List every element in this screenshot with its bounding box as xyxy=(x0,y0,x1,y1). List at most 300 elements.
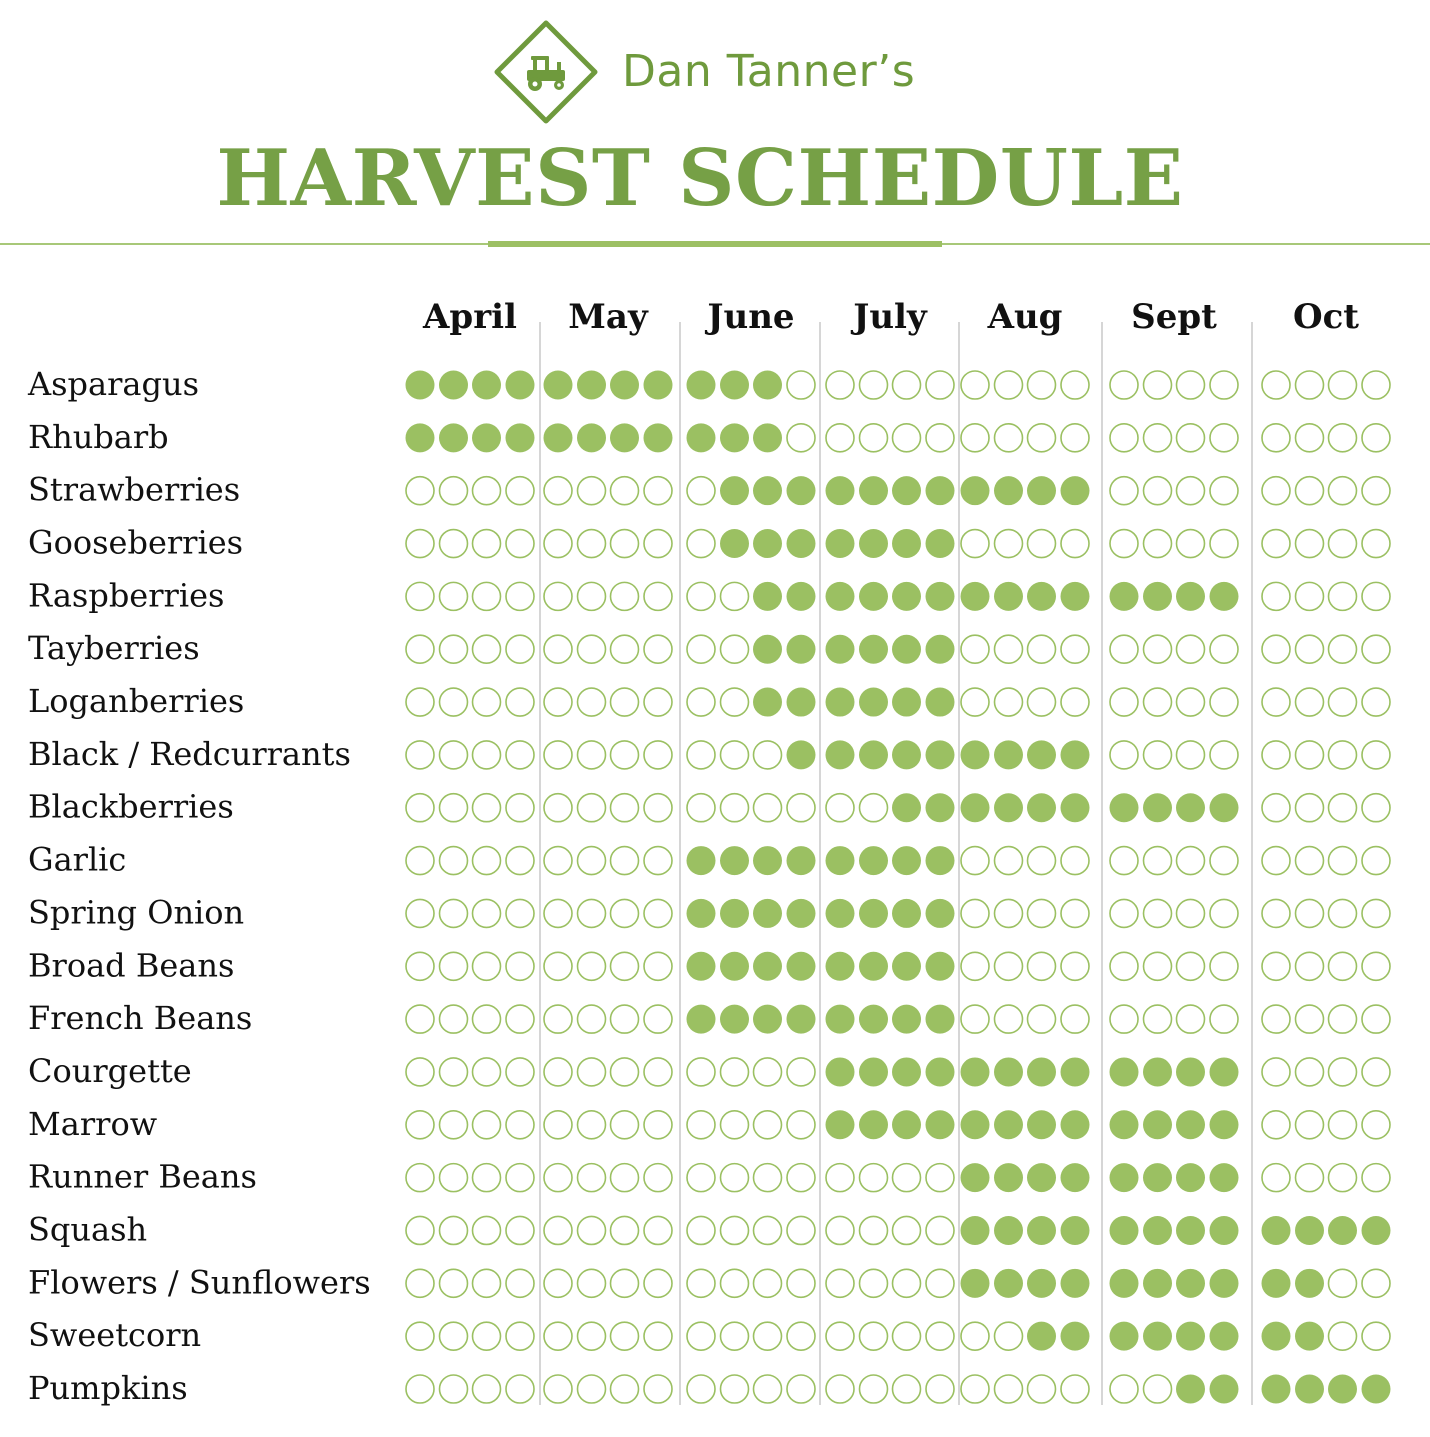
harvest-dot-filled xyxy=(1143,582,1172,611)
harvest-dot-empty xyxy=(544,899,572,927)
harvest-dot-filled xyxy=(1362,1216,1391,1245)
harvest-dot-empty xyxy=(1296,1058,1324,1086)
harvest-dot-empty xyxy=(1110,847,1138,875)
harvest-dot-empty xyxy=(721,794,749,822)
harvest-dot-filled xyxy=(859,1057,888,1086)
harvest-dot-empty xyxy=(1296,1164,1324,1192)
harvest-dot-empty xyxy=(1177,477,1205,505)
harvest-dot-empty xyxy=(1329,424,1357,452)
harvest-dot-empty xyxy=(506,635,534,663)
harvest-dot-empty xyxy=(406,688,434,716)
harvest-dot-empty xyxy=(1362,952,1390,980)
harvest-dot-empty xyxy=(1362,424,1390,452)
harvest-dot-empty xyxy=(893,1269,921,1297)
harvest-dot-filled xyxy=(1210,1057,1239,1086)
harvest-dot-empty xyxy=(1144,952,1172,980)
harvest-dot-empty xyxy=(1262,582,1290,610)
harvest-dot-empty xyxy=(406,1216,434,1244)
crop-label: Squash xyxy=(28,1210,148,1249)
harvest-dot-empty xyxy=(687,794,715,822)
harvest-dot-empty xyxy=(611,1005,639,1033)
harvest-dot-empty xyxy=(406,530,434,558)
harvest-dot-empty xyxy=(440,1375,468,1403)
harvest-dot-empty xyxy=(754,741,782,769)
harvest-dot-filled xyxy=(926,476,955,505)
harvest-dot-filled xyxy=(1143,1163,1172,1192)
harvest-dot-filled xyxy=(826,846,855,875)
harvest-dot-empty xyxy=(644,952,672,980)
harvest-dot-filled xyxy=(826,740,855,769)
harvest-dot-empty xyxy=(544,688,572,716)
harvest-dot-filled xyxy=(1061,1110,1090,1139)
harvest-dot-empty xyxy=(1061,847,1089,875)
harvest-dot-empty xyxy=(687,1216,715,1244)
harvest-dot-filled xyxy=(610,371,639,400)
harvest-dot-empty xyxy=(1296,847,1324,875)
harvest-dot-empty xyxy=(544,1322,572,1350)
month-header: Sept xyxy=(1131,297,1217,337)
harvest-dot-empty xyxy=(826,1375,854,1403)
harvest-dot-empty xyxy=(578,1375,606,1403)
harvest-dot-empty xyxy=(440,1322,468,1350)
harvest-dot-empty xyxy=(926,1216,954,1244)
harvest-dot-empty xyxy=(611,688,639,716)
harvest-dot-empty xyxy=(1110,477,1138,505)
harvest-dot-empty xyxy=(1028,847,1056,875)
crop-label: Runner Beans xyxy=(28,1157,257,1196)
harvest-dot-empty xyxy=(406,582,434,610)
harvest-dot-filled xyxy=(994,1216,1023,1245)
harvest-dot-empty xyxy=(611,1375,639,1403)
harvest-dot-empty xyxy=(1110,635,1138,663)
harvest-dot-filled xyxy=(753,899,782,928)
harvest-dot-empty xyxy=(1329,635,1357,663)
month-header: May xyxy=(568,297,648,337)
harvest-dot-filled xyxy=(1027,582,1056,611)
harvest-dot-empty xyxy=(578,847,606,875)
month-header: April xyxy=(423,297,517,337)
harvest-dot-empty xyxy=(1296,794,1324,822)
harvest-dot-empty xyxy=(687,1111,715,1139)
harvest-dot-empty xyxy=(1210,847,1238,875)
harvest-dot-empty xyxy=(406,741,434,769)
harvest-dot-filled xyxy=(1061,582,1090,611)
harvest-dot-filled xyxy=(859,688,888,717)
harvest-dot-filled xyxy=(826,688,855,717)
harvest-dot-empty xyxy=(644,1322,672,1350)
harvest-dot-filled xyxy=(644,371,673,400)
harvest-dot-empty xyxy=(406,1375,434,1403)
harvest-dot-empty xyxy=(1262,847,1290,875)
harvest-dot-empty xyxy=(1177,635,1205,663)
harvest-dot-empty xyxy=(860,1269,888,1297)
harvest-dot-filled xyxy=(1176,1057,1205,1086)
harvest-dot-empty xyxy=(1296,1111,1324,1139)
harvest-dot-empty xyxy=(1177,1005,1205,1033)
harvest-dot-filled xyxy=(1143,1322,1172,1351)
harvest-dot-empty xyxy=(721,635,749,663)
harvest-dot-empty xyxy=(1329,1058,1357,1086)
harvest-dot-empty xyxy=(1061,1005,1089,1033)
harvest-dot-empty xyxy=(406,477,434,505)
harvest-dot-empty xyxy=(406,1269,434,1297)
harvest-dot-empty xyxy=(1061,1375,1089,1403)
harvest-dot-empty xyxy=(1329,899,1357,927)
harvest-dot-empty xyxy=(995,1375,1023,1403)
harvest-dot-filled xyxy=(753,582,782,611)
harvest-dot-filled xyxy=(472,371,501,400)
harvest-dot-filled xyxy=(826,1110,855,1139)
harvest-dot-filled xyxy=(753,476,782,505)
harvest-dot-filled xyxy=(1061,476,1090,505)
harvest-dot-empty xyxy=(1262,794,1290,822)
harvest-dot-empty xyxy=(506,1322,534,1350)
harvest-dot-filled xyxy=(753,371,782,400)
harvest-dot-filled xyxy=(787,1005,816,1034)
harvest-dot-filled xyxy=(787,635,816,664)
harvest-dot-filled xyxy=(994,1163,1023,1192)
harvest-dot-empty xyxy=(473,688,501,716)
harvest-dot-empty xyxy=(1144,424,1172,452)
harvest-dot-filled xyxy=(1176,1375,1205,1404)
harvest-dot-filled xyxy=(1210,793,1239,822)
harvest-dot-empty xyxy=(506,1269,534,1297)
harvest-dot-empty xyxy=(578,1216,606,1244)
harvest-dot-filled xyxy=(1110,1110,1139,1139)
harvest-dot-empty xyxy=(1329,847,1357,875)
harvest-dot-empty xyxy=(544,794,572,822)
harvest-dot-filled xyxy=(994,1110,1023,1139)
harvest-dot-empty xyxy=(440,741,468,769)
harvest-dot-filled xyxy=(753,846,782,875)
harvest-dot-filled xyxy=(859,476,888,505)
harvest-dot-filled xyxy=(1143,1110,1172,1139)
harvest-dot-empty xyxy=(544,741,572,769)
harvest-dot-empty xyxy=(578,477,606,505)
harvest-dot-empty xyxy=(1177,530,1205,558)
harvest-dot-empty xyxy=(544,1111,572,1139)
harvest-dot-empty xyxy=(1144,1375,1172,1403)
harvest-dot-empty xyxy=(687,1164,715,1192)
harvest-dot-empty xyxy=(1362,582,1390,610)
harvest-dot-empty xyxy=(611,635,639,663)
harvest-dot-empty xyxy=(787,1269,815,1297)
harvest-dot-filled xyxy=(787,529,816,558)
harvest-dot-empty xyxy=(644,899,672,927)
harvest-dot-filled xyxy=(961,1163,990,1192)
harvest-dot-empty xyxy=(506,741,534,769)
crop-label: Rhubarb xyxy=(28,417,169,456)
harvest-dot-empty xyxy=(1329,1322,1357,1350)
harvest-dot-empty xyxy=(721,1375,749,1403)
harvest-dot-empty xyxy=(473,899,501,927)
harvest-dot-empty xyxy=(860,1375,888,1403)
harvest-dot-empty xyxy=(473,1269,501,1297)
harvest-dot-empty xyxy=(1210,741,1238,769)
harvest-dot-empty xyxy=(1028,1375,1056,1403)
harvest-dot-empty xyxy=(926,424,954,452)
harvest-dot-empty xyxy=(506,530,534,558)
harvest-dot-filled xyxy=(753,952,782,981)
harvest-dot-filled xyxy=(1262,1322,1291,1351)
harvest-dot-empty xyxy=(473,635,501,663)
harvest-dot-empty xyxy=(1144,477,1172,505)
harvest-dot-filled xyxy=(1143,1057,1172,1086)
harvest-dot-empty xyxy=(1329,1005,1357,1033)
harvest-dot-empty xyxy=(893,1164,921,1192)
harvest-dot-filled xyxy=(1027,1110,1056,1139)
harvest-dot-filled xyxy=(892,635,921,664)
harvest-dot-empty xyxy=(721,1269,749,1297)
harvest-dot-filled xyxy=(439,423,468,452)
harvest-dot-empty xyxy=(860,371,888,399)
harvest-dot-empty xyxy=(926,1322,954,1350)
harvest-dot-empty xyxy=(1061,635,1089,663)
harvest-dot-empty xyxy=(1210,530,1238,558)
harvest-dot-filled xyxy=(1295,1269,1324,1298)
harvest-dot-filled xyxy=(892,582,921,611)
harvest-dot-filled xyxy=(1143,1216,1172,1245)
harvest-dot-empty xyxy=(644,530,672,558)
harvest-dot-empty xyxy=(1110,952,1138,980)
harvest-dot-empty xyxy=(721,582,749,610)
harvest-dot-empty xyxy=(544,635,572,663)
harvest-dot-filled xyxy=(961,582,990,611)
harvest-dot-empty xyxy=(1144,1005,1172,1033)
harvest-dot-filled xyxy=(1176,1216,1205,1245)
harvest-dot-filled xyxy=(753,529,782,558)
harvest-dot-filled xyxy=(1362,1375,1391,1404)
harvest-dot-empty xyxy=(578,582,606,610)
harvest-dot-empty xyxy=(473,1216,501,1244)
harvest-dot-empty xyxy=(1362,847,1390,875)
harvest-dot-empty xyxy=(440,635,468,663)
harvest-dot-empty xyxy=(544,1216,572,1244)
harvest-dot-filled xyxy=(1110,1322,1139,1351)
harvest-dot-filled xyxy=(892,529,921,558)
harvest-dot-empty xyxy=(1362,371,1390,399)
harvest-dot-filled xyxy=(859,1005,888,1034)
harvest-dot-empty xyxy=(473,477,501,505)
harvest-dot-empty xyxy=(961,1005,989,1033)
harvest-dot-empty xyxy=(578,1322,606,1350)
harvest-dot-empty xyxy=(611,1322,639,1350)
crop-label: Broad Beans xyxy=(28,946,235,985)
harvest-dot-filled xyxy=(787,740,816,769)
crop-label: Gooseberries xyxy=(28,523,244,562)
harvest-dot-empty xyxy=(1329,741,1357,769)
harvest-dot-filled xyxy=(720,1005,749,1034)
harvest-dot-empty xyxy=(787,1058,815,1086)
harvest-dot-empty xyxy=(578,1111,606,1139)
harvest-dot-empty xyxy=(1362,635,1390,663)
harvest-dot-filled xyxy=(826,529,855,558)
harvest-dot-empty xyxy=(787,794,815,822)
harvest-dot-filled xyxy=(926,1057,955,1086)
harvest-dot-empty xyxy=(1362,688,1390,716)
harvest-dot-empty xyxy=(1110,1005,1138,1033)
harvest-dot-empty xyxy=(1210,899,1238,927)
harvest-dot-empty xyxy=(826,1216,854,1244)
harvest-dot-empty xyxy=(406,1058,434,1086)
harvest-dot-filled xyxy=(961,1269,990,1298)
harvest-dot-filled xyxy=(994,1269,1023,1298)
harvest-dot-empty xyxy=(687,688,715,716)
harvest-dot-empty xyxy=(1028,530,1056,558)
month-header: July xyxy=(853,297,927,337)
harvest-dot-empty xyxy=(440,952,468,980)
harvest-dot-empty xyxy=(1144,688,1172,716)
harvest-dot-empty xyxy=(721,1164,749,1192)
harvest-dot-empty xyxy=(1362,1269,1390,1297)
harvest-dot-filled xyxy=(859,582,888,611)
harvest-dot-empty xyxy=(995,899,1023,927)
harvest-dot-empty xyxy=(544,952,572,980)
harvest-dot-empty xyxy=(644,1269,672,1297)
harvest-dot-empty xyxy=(1028,635,1056,663)
harvest-dot-empty xyxy=(578,1058,606,1086)
harvest-dot-empty xyxy=(544,1058,572,1086)
harvest-dot-filled xyxy=(1110,793,1139,822)
harvest-dot-empty xyxy=(506,952,534,980)
harvest-dot-empty xyxy=(611,1164,639,1192)
harvest-dot-empty xyxy=(611,1216,639,1244)
harvest-dot-filled xyxy=(1295,1375,1324,1404)
harvest-dot-empty xyxy=(440,1216,468,1244)
harvest-dot-empty xyxy=(473,1375,501,1403)
harvest-dot-empty xyxy=(1362,899,1390,927)
harvest-dot-empty xyxy=(1262,424,1290,452)
harvest-dot-empty xyxy=(611,1058,639,1086)
harvest-dot-empty xyxy=(687,1375,715,1403)
harvest-dot-empty xyxy=(1262,1164,1290,1192)
harvest-dot-empty xyxy=(440,1164,468,1192)
harvest-dot-filled xyxy=(720,476,749,505)
harvest-dot-empty xyxy=(440,582,468,610)
harvest-dot-filled xyxy=(961,1110,990,1139)
crop-label: French Beans xyxy=(28,999,253,1038)
month-header: June xyxy=(707,297,795,337)
harvest-dot-filled xyxy=(1176,1322,1205,1351)
harvest-dot-filled xyxy=(787,688,816,717)
harvest-dot-empty xyxy=(611,477,639,505)
harvest-dot-empty xyxy=(473,1322,501,1350)
harvest-dot-empty xyxy=(1110,1375,1138,1403)
harvest-dot-filled xyxy=(961,793,990,822)
crop-label: Flowers / Sunflowers xyxy=(28,1263,371,1302)
harvest-dot-filled xyxy=(1110,1057,1139,1086)
crop-label: Black / Redcurrants xyxy=(28,734,351,773)
harvest-dot-empty xyxy=(826,794,854,822)
harvest-dot-empty xyxy=(578,1005,606,1033)
harvest-dot-empty xyxy=(1262,952,1290,980)
harvest-dot-empty xyxy=(754,1322,782,1350)
harvest-dot-empty xyxy=(893,1216,921,1244)
harvest-dot-empty xyxy=(687,1269,715,1297)
harvest-dot-filled xyxy=(1262,1269,1291,1298)
harvest-dot-empty xyxy=(787,1164,815,1192)
harvest-dot-empty xyxy=(1296,899,1324,927)
harvest-dot-empty xyxy=(961,1322,989,1350)
harvest-dot-empty xyxy=(995,847,1023,875)
harvest-dot-filled xyxy=(753,635,782,664)
harvest-dot-empty xyxy=(926,1164,954,1192)
harvest-dot-filled xyxy=(1061,1269,1090,1298)
page-title: HARVEST SCHEDULE xyxy=(216,133,1184,224)
harvest-dot-empty xyxy=(473,1058,501,1086)
harvest-dot-filled xyxy=(472,423,501,452)
harvest-dot-empty xyxy=(893,371,921,399)
harvest-dot-empty xyxy=(1362,477,1390,505)
harvest-dot-filled xyxy=(926,793,955,822)
harvest-dot-empty xyxy=(721,1111,749,1139)
harvest-dot-empty xyxy=(406,1164,434,1192)
harvest-dot-empty xyxy=(644,582,672,610)
harvest-dot-filled xyxy=(826,899,855,928)
harvest-dot-filled xyxy=(826,635,855,664)
harvest-dot-filled xyxy=(1295,1322,1324,1351)
harvest-dot-filled xyxy=(994,740,1023,769)
harvest-dot-filled xyxy=(720,952,749,981)
harvest-dot-empty xyxy=(644,1216,672,1244)
harvest-dot-empty xyxy=(1262,635,1290,663)
harvest-dot-filled xyxy=(892,846,921,875)
harvest-dot-empty xyxy=(893,424,921,452)
harvest-dot-empty xyxy=(406,1111,434,1139)
harvest-dot-filled xyxy=(1061,1322,1090,1351)
harvest-dot-empty xyxy=(1210,424,1238,452)
harvest-dot-empty xyxy=(826,1322,854,1350)
harvest-dot-empty xyxy=(578,530,606,558)
harvest-dot-empty xyxy=(1177,371,1205,399)
harvest-dot-empty xyxy=(406,635,434,663)
harvest-dot-empty xyxy=(1329,1111,1357,1139)
harvest-dot-empty xyxy=(1329,952,1357,980)
harvest-dot-filled xyxy=(1143,1269,1172,1298)
harvest-dot-empty xyxy=(1210,1005,1238,1033)
harvest-dot-empty xyxy=(1028,1005,1056,1033)
harvest-dot-empty xyxy=(754,794,782,822)
harvest-dot-empty xyxy=(611,847,639,875)
harvest-dot-empty xyxy=(1028,899,1056,927)
harvest-dot-empty xyxy=(1296,477,1324,505)
harvest-dot-empty xyxy=(961,899,989,927)
harvest-dot-empty xyxy=(644,741,672,769)
month-header: Oct xyxy=(1292,297,1360,337)
harvest-dot-empty xyxy=(1362,1322,1390,1350)
harvest-dot-empty xyxy=(1262,741,1290,769)
harvest-dot-empty xyxy=(578,688,606,716)
harvest-dot-empty xyxy=(961,371,989,399)
harvest-dot-filled xyxy=(787,899,816,928)
brand-name: Dan Tanner’s xyxy=(622,46,916,97)
harvest-dot-empty xyxy=(687,477,715,505)
harvest-dot-filled xyxy=(1210,1216,1239,1245)
harvest-dot-empty xyxy=(721,741,749,769)
harvest-dot-empty xyxy=(1177,847,1205,875)
harvest-dot-empty xyxy=(995,371,1023,399)
harvest-dot-filled xyxy=(859,952,888,981)
harvest-dot-empty xyxy=(926,1269,954,1297)
harvest-dot-filled xyxy=(859,846,888,875)
harvest-dot-empty xyxy=(961,635,989,663)
harvest-dot-empty xyxy=(440,847,468,875)
harvest-dot-filled xyxy=(687,846,716,875)
harvest-dot-empty xyxy=(1210,477,1238,505)
harvest-dot-empty xyxy=(893,1375,921,1403)
harvest-dot-empty xyxy=(473,530,501,558)
harvest-dot-empty xyxy=(1177,424,1205,452)
